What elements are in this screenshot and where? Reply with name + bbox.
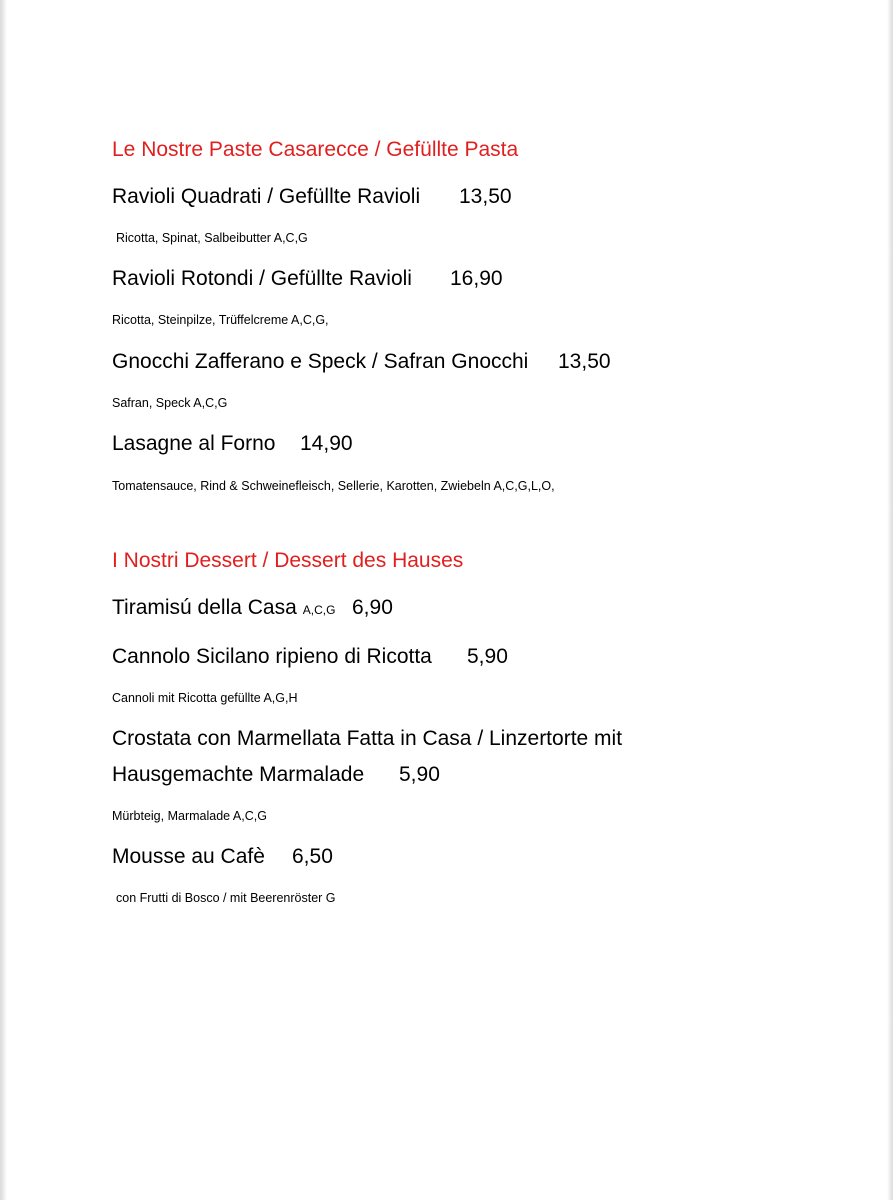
dish-name: Ravioli Rotondi / Gefüllte Ravioli (112, 267, 412, 290)
dish-price: 13,50 (459, 185, 512, 208)
menu-item-crostata (112, 728, 622, 749)
dish-description: Tomatensauce, Rind & Schweinefleisch, Sellerie, Karotten, Zwiebeln A,C,G,L,O, (112, 479, 555, 493)
menu-item-lasagne (112, 433, 275, 454)
menu-item-ravioli-rotondi (112, 268, 412, 289)
dish-description: Safran, Speck A,C,G (112, 396, 228, 410)
dish-name: Lasagne al Forno (112, 432, 276, 455)
dish-description: Ricotta, Spinat, Salbeibutter A,C,G (116, 231, 308, 245)
menu-item-gnocchi-zafferano (112, 351, 528, 372)
menu-item-tiramisu (112, 597, 335, 618)
menu-item-cannolo (112, 646, 432, 667)
dish-description: con Frutti di Bosco / mit Beerenröster G (116, 891, 336, 905)
dish-name-line1: Crostata con Marmellata Fatta in Casa / Linzertorte mit (112, 727, 623, 750)
dish-name: Mousse au Cafè (112, 845, 265, 868)
dish-price: 16,90 (450, 267, 503, 290)
dish-price: 5,90 (399, 763, 440, 786)
dish-description: Mürbteig, Marmalade A,C,G (112, 809, 267, 823)
menu-item-mousse (112, 846, 265, 867)
dish-name: Gnocchi Zafferano e Speck / Safran Gnocchi (112, 350, 529, 373)
menu-item-crostata-line2 (112, 764, 364, 785)
dish-name-line2: Hausgemachte Marmalade (112, 763, 365, 786)
dish-price: 6,50 (292, 845, 333, 868)
dish-price: 5,90 (467, 645, 508, 668)
dish-price: 13,50 (558, 350, 611, 373)
menu-item-ravioli-quadrati (112, 186, 420, 207)
dish-description: Cannoli mit Ricotta gefüllte A,G,H (112, 691, 298, 705)
dish-price: 14,90 (300, 432, 353, 455)
dish-price: 6,90 (352, 596, 393, 619)
dish-name: Tiramisú della Casa (112, 596, 297, 619)
dish-allergens: A,C,G (302, 603, 336, 617)
dish-name: Cannolo Sicilano ripieno di Ricotta (112, 645, 432, 668)
dessert-section-title: I Nostri Dessert / Dessert des Hauses (112, 549, 464, 572)
dish-name: Ravioli Quadrati / Gefüllte Ravioli (112, 185, 421, 208)
pasta-section-title: Le Nostre Paste Casarecce / Gefüllte Pasta (112, 138, 519, 161)
dish-description: Ricotta, Steinpilze, Trüffelcreme A,C,G, (112, 313, 329, 327)
